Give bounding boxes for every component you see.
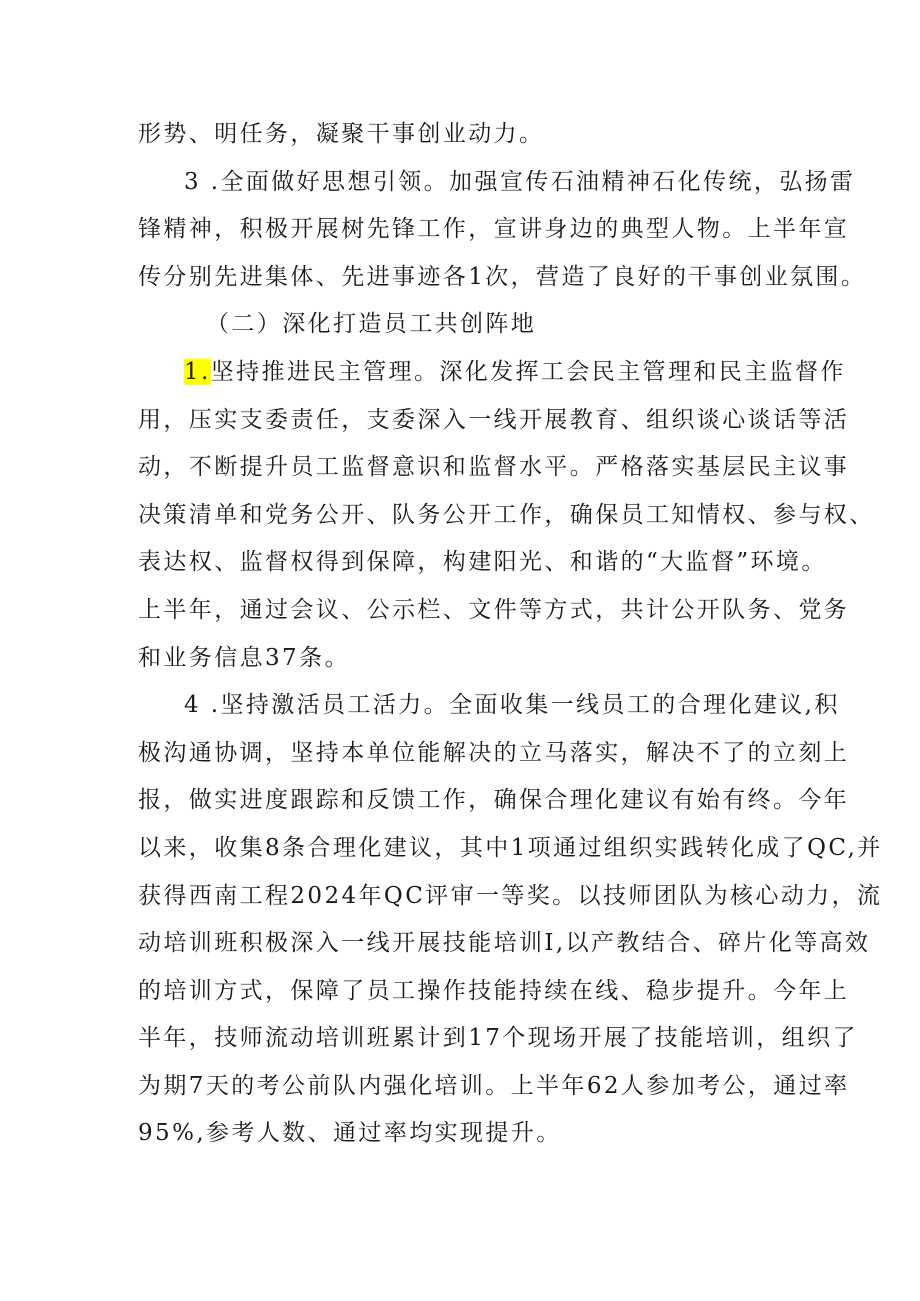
paragraph-3 bbox=[138, 349, 875, 682]
paragraph-line: 动培训班积极深入一线开展技能培训I,以产教结合、碎片化等高效 bbox=[138, 930, 871, 957]
paragraph-line: 锋精神，积极开展树先锋工作，宣讲身边的典型人物。上半年宣 bbox=[138, 216, 850, 243]
highlighted-number: 1. bbox=[184, 358, 211, 385]
document-body bbox=[138, 111, 883, 1158]
paragraph-line: 动，不断提升员工监督意识和监督水平。严格落实基层民主议事 bbox=[138, 454, 850, 481]
paragraph-line: 3 .全面做好思想引领。加强宣传石油精神石化传统，弘扬雷 bbox=[184, 168, 856, 195]
paragraph-line: 报，做实进度跟踪和反馈工作，确保合理化建议有始有终。今年 bbox=[138, 787, 850, 814]
paragraph-line: 4 .坚持激活员工活力。全面收集一线员工的合理化建议,积 bbox=[184, 692, 840, 719]
paragraph-4 bbox=[138, 682, 883, 1158]
paragraph-line: 为期7天的考公前队内强化培训。上半年62人参加考公，通过率 bbox=[138, 1072, 850, 1099]
paragraph-1 bbox=[138, 111, 798, 159]
section-heading bbox=[138, 301, 798, 349]
paragraph-line: 和业务信息37条。 bbox=[138, 644, 350, 671]
paragraph-line: 获得西南工程2024年QC评审一等奖。以技师团队为核心动力，流 bbox=[138, 882, 883, 909]
heading-line: （二）深化打造员工共创阵地 bbox=[206, 311, 537, 338]
paragraph-line: 形势、明任务，凝聚干事创业动力。 bbox=[138, 121, 545, 147]
paragraph-line: 表达权、监督权得到保障，构建阳光、和谐的“大监督”环境。 bbox=[138, 549, 827, 576]
paragraph-line: 半年，技师流动培训班累计到17个现场开展了技能培训，组织了 bbox=[138, 1025, 858, 1052]
paragraph-line: 用，压实支委责任，支委深入一线开展教育、组织谈心谈话等活 bbox=[138, 406, 850, 433]
paragraph-line: 传分别先进集体、先进事迹各1次，营造了良好的干事创业氛围。 bbox=[138, 263, 867, 290]
first-line-text: 坚持推进民主管理。深化发挥工会民主管理和民主监督作 bbox=[210, 358, 846, 385]
paragraph-first-line bbox=[138, 349, 846, 397]
paragraph-line: 极沟通协调，坚持本单位能解决的立马落实，解决不了的立刻上 bbox=[138, 739, 850, 766]
paragraph-line: 95%,参考人数、通过率均实现提升。 bbox=[138, 1120, 562, 1147]
paragraph-line: 上半年，通过会议、公示栏、文件等方式，共计公开队务、党务 bbox=[138, 596, 850, 623]
paragraph-2 bbox=[138, 159, 867, 302]
paragraph-line: 决策清单和党务公开、队务公开工作，确保员工知情权、参与权、 bbox=[138, 501, 875, 528]
paragraph-line: 的培训方式，保障了员工操作技能持续在线、稳步提升。今年上 bbox=[138, 977, 850, 1004]
paragraph-line: 以来，收集8条合理化建议，其中1项通过组织实践转化成了QC,并 bbox=[138, 834, 883, 861]
